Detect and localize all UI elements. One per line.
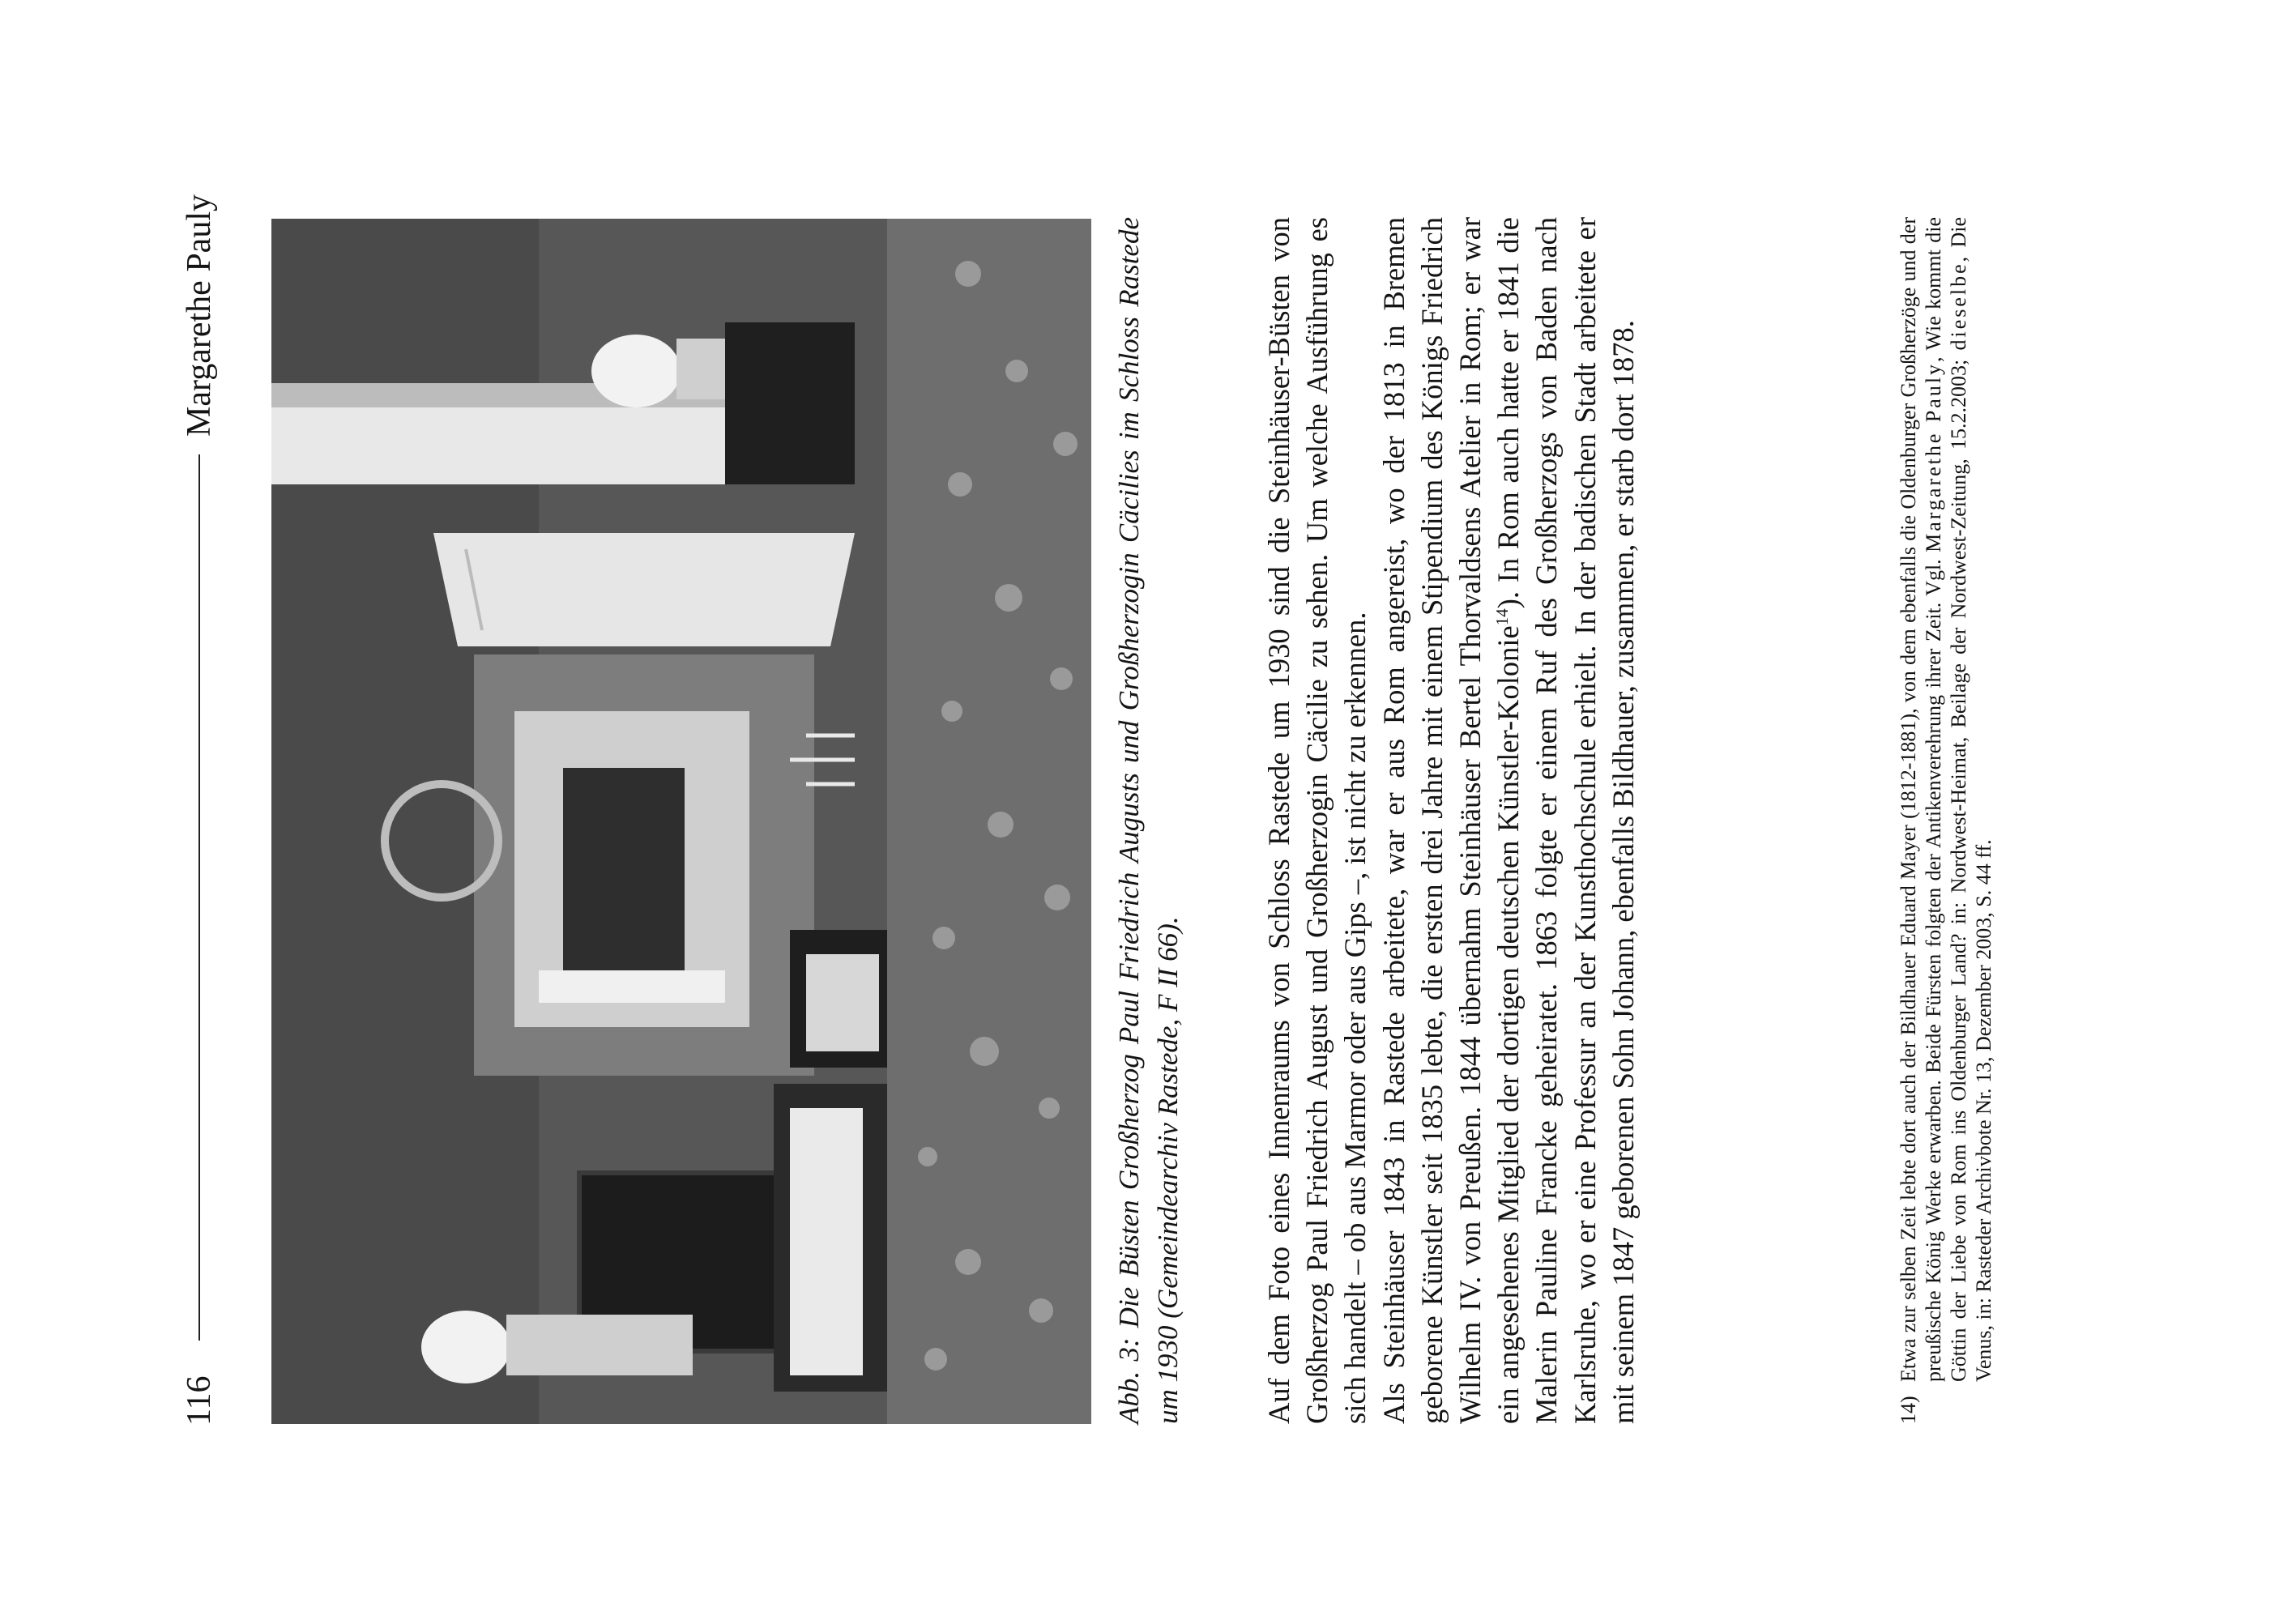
footnote-text [1896,217,1996,1382]
paragraph-2-text: Als Steinhäuser 1843 in Rastede arbeitete, war er aus Rom angereist, wo der 1813 in Bremen geborene Künstler seit 1835 lebte, die ersten drei Jahre mit einem Stipendium des Königs Friedrich Wilhelm IV. von Preußen. 1844 übernahm Steinhäuser Bertel Thorvaldsens Atelier in Rom; er war ein angesehenes Mitglied der dortigen deutschen Künstler-Kolonie [1376,217,1526,1424]
footnote-text-part-1: Etwa zur selben Zeit lebte dort auch der Bildhauer Eduard Mayer (1812-1881), von dem ebenfalls die Oldenburger Großherzöge und der preußische König Werke erwarben. Beide Fürsten folgten der Antikenverehrung ihrer Zeit. Vgl. [1897,217,1945,1382]
paragraph-2 [1375,217,1642,1424]
running-header [167,194,232,1426]
figure-caption: Abb. 3: Die Büsten Großherzog Paul Friedrich Augusts und Großherzogin Cäcilies im Schloss Rastede um 1930 (Gemeindearchiv Rastede, F II 66). [1113,217,1184,1424]
running-title: Margarethe Pauly [181,194,218,437]
body-text [1260,217,1642,1424]
interior-photograph [271,219,1091,1424]
photo-rendering [271,219,1091,1424]
footnote-text-part-2: , Wie kommt die Göttin der Liebe von Rom ins Oldenburger Land? in: Nordwest-Heimat, Beilage der Nordwest-Zeitung, 15.2.2003; [1922,217,1970,1382]
footnote-14 [1896,217,1996,1424]
footnote-number: 14) [1897,1396,1920,1424]
footnote-author: Margarethe Pauly [1922,361,1945,552]
header-rule [198,454,200,1341]
footnote-reference: 14 [1492,608,1513,626]
footnote-text-part-3: , Die Venus, in: Rasteder Archivbote Nr. 13, Dezember 2003, S. 44 ff. [1947,217,1995,1382]
page-number: 116 [181,1375,218,1426]
paragraph-2-continued: ). In Rom auch hatte er 1841 die Malerin Pauline Francke geheiratet. 1863 folgte er einem Ruf des Großherzogs von Baden nach Karlsruhe, wo er eine Professur an der Kunsthochschule erhielt. In der badischen Stadt arbeitete er mit seinem 1847 geborenen Sohn Johann, ebenfalls Bildhauer, zusammen, er starb dort 1878. [1492,216,1640,1424]
footnote-author-ibid: dieselbe [1947,262,1970,351]
paragraph-1: Auf dem Foto eines Innenraums von Schloss Rastede um 1930 sind die Steinhäuser-Büsten von Großherzog Paul Friedrich August und Großherzogin Cäcilie zu sehen. Um welche Ausführung es sich handelt – ob aus Marmor oder aus Gips –, ist nicht zu erkennen. [1262,217,1372,1424]
